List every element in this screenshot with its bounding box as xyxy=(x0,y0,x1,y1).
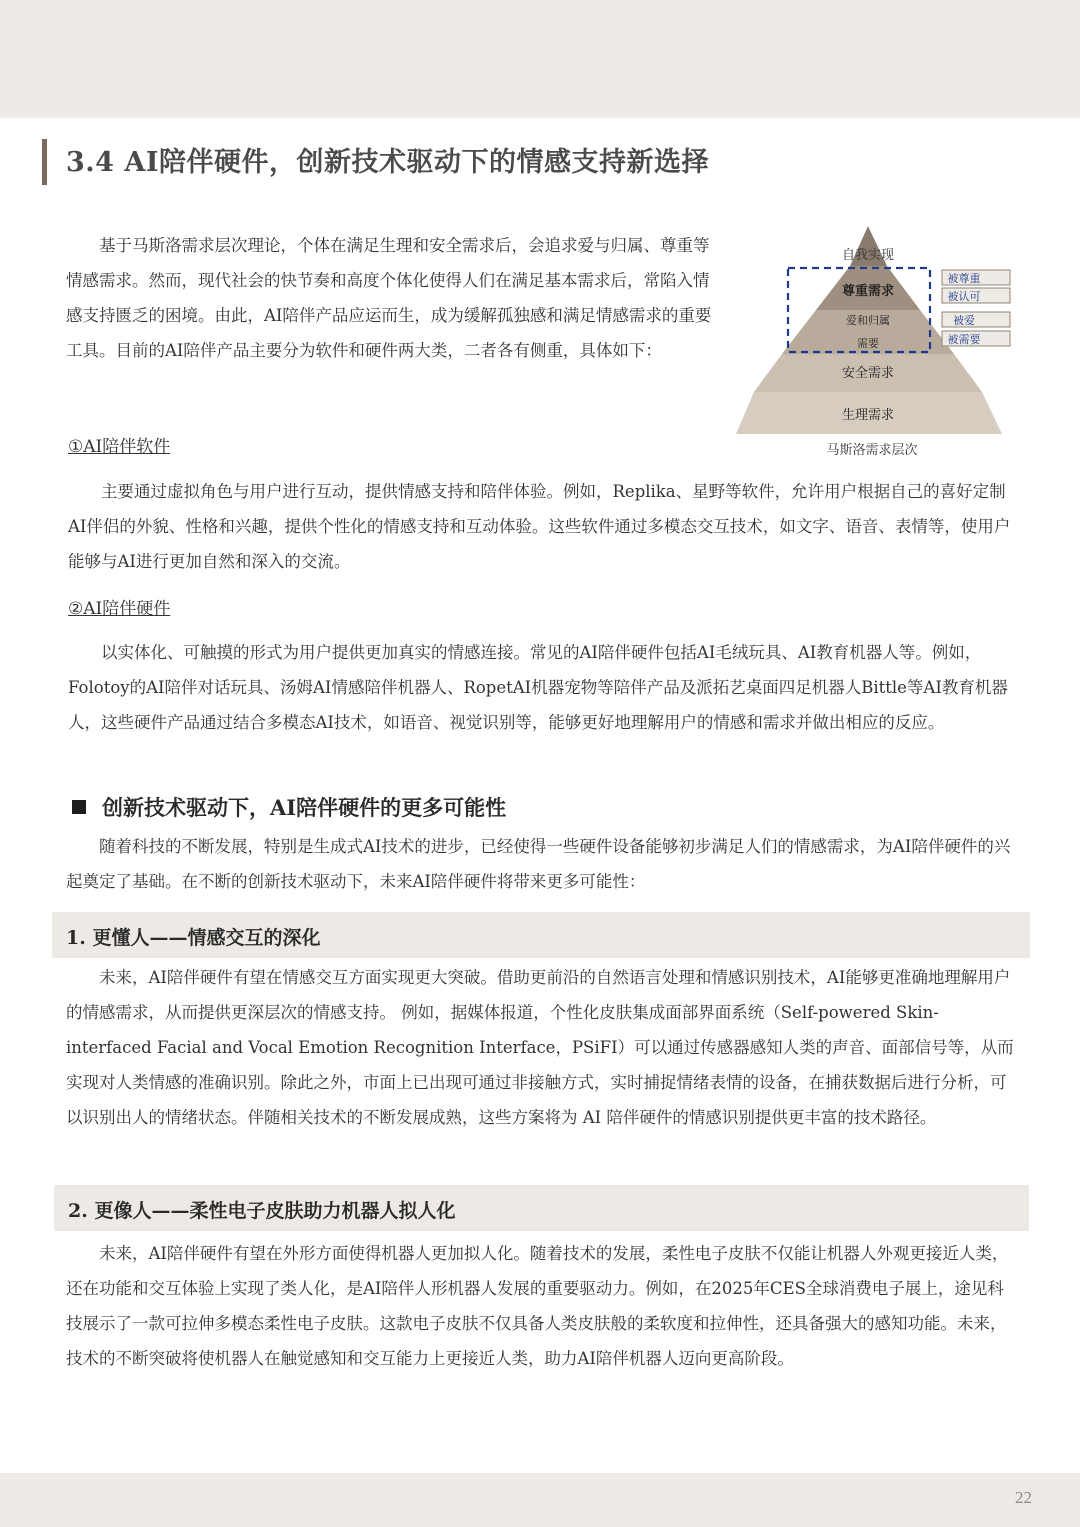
pyramid-label-physiological: 生理需求 xyxy=(841,408,895,423)
footer-band xyxy=(0,1473,1080,1527)
item1-heading-band xyxy=(52,912,1030,958)
item1-paragraph: 未来，AI陪伴硬件有望在情感交互方面实现更大突破。借助更前沿的自然语言处理和情感识别技术，AI能够更准确地理解用户的情感需求，从而提供更深层次的情感支持。 例如，据媒体报道，个性化皮肤集成面部界面系统（Self-powered Skin-interfaced Facial and Vocal Emotion Recognition Interface，PSiFI）可以通过传感器感知人类的声音、面部信号等，从而实现对人类情感的准确识别。除此之外，市面上已出现可通过非接触方式，实时捕捉情绪表情的设备，在捕获数据后进行分析，可以识别出人的情绪状态。伴随相关技术的不断发展成熟，这些方案将为 AI 陪伴硬件的情感识别提供更丰富的技术路径。 xyxy=(66,968,1014,1127)
page-title: 3.4 AI陪伴硬件，创新技术驱动下的情感支持新选择 xyxy=(66,147,709,178)
item2-heading-band xyxy=(54,1185,1029,1231)
pyramid-tag: 被尊重 xyxy=(947,272,981,285)
pyramid-label-need: 需要 xyxy=(857,337,879,350)
title-accent-bar xyxy=(42,139,47,185)
section-heading-text: 创新技术驱动下，AI陪伴硬件的更多可能性 xyxy=(102,795,507,820)
pyramid-caption: 马斯洛需求层次 xyxy=(826,443,918,458)
item2-heading: 2. 更像人——柔性电子皮肤助力机器人拟人化 xyxy=(68,1200,456,1222)
pyramid-label-safety: 安全需求 xyxy=(841,366,895,381)
pyramid-tag: 被认可 xyxy=(947,290,981,303)
section-heading xyxy=(72,792,506,822)
item2-paragraph: 未来，AI陪伴硬件有望在外形方面使得机器人更加拟人化。随着技术的发展，柔性电子皮肤不仅能让机器人外观更接近人类，还在功能和交互体验上实现了类人化，是AI陪伴人形机器人发展的重要驱动力。例如，在2025年CES全球消费电子展上，途见科技展示了一款可拉伸多模态柔性电子皮肤。这款电子皮肤不仅具备人类皮肤般的柔软度和拉伸性，还具备强大的感知功能。未来，技术的不断突破将使机器人在触觉感知和交互能力上更接近人类，助力AI陪伴机器人迈向更高阶段。 xyxy=(66,1244,1009,1368)
software-heading: ①AI陪伴软件 xyxy=(68,437,171,457)
pyramid-label-love: 爱和归属 xyxy=(846,314,890,327)
square-bullet-icon xyxy=(72,800,86,814)
hardware-heading: ②AI陪伴硬件 xyxy=(68,599,171,619)
hardware-paragraph: 以实体化、可触摸的形式为用户提供更加真实的情感连接。常见的AI陪伴硬件包括AI毛绒玩具、AI教育机器人等。例如，Folotoy的AI陪伴对话玩具、汤姆AI情感陪伴机器人、RopetAI机器宠物等陪伴产品及派拓艺桌面四足机器人Bittle等AI教育机器人，这些硬件产品通过结合多模态AI技术，如语音、视觉识别等，能够更好地理解用户的情感和需求并做出相应的反应。 xyxy=(68,643,1008,732)
section-paragraph: 随着科技的不断发展，特别是生成式AI技术的进步，已经使得一些硬件设备能够初步满足人们的情感需求，为AI陪伴硬件的兴起奠定了基础。在不断的创新技术驱动下，未来AI陪伴硬件将带来更多可能性： xyxy=(66,837,1011,891)
header-band xyxy=(0,0,1080,118)
intro-paragraph: 基于马斯洛需求层次理论，个体在满足生理和安全需求后，会追求爱与归属、尊重等情感需求。然而，现代社会的快节奏和高度个体化使得人们在满足基本需求后，常陷入情感支持匮乏的困境。由此，AI陪伴产品应运而生，成为缓解孤独感和满足情感需求的重要工具。目前的AI陪伴产品主要分为软件和硬件两大类，二者各有侧重，具体如下： xyxy=(66,236,712,360)
page-number: 22 xyxy=(1015,1488,1032,1507)
pyramid-tag: 被需要 xyxy=(947,333,981,346)
pyramid-label-esteem: 尊重需求 xyxy=(841,284,895,299)
pyramid-tag: 被爱 xyxy=(953,314,975,327)
software-paragraph: 主要通过虚拟角色与用户进行互动，提供情感支持和陪伴体验。例如，Replika、星野等软件，允许用户根据自己的喜好定制AI伴侣的外貌、性格和兴趣，提供个性化的情感支持和互动体验。这些软件通过多模态交互技术，如文字、语音、表情等，使用户能够与AI进行更加自然和深入的交流。 xyxy=(68,482,1011,571)
maslow-pyramid-diagram xyxy=(730,222,1020,462)
item1-heading: 1. 更懂人——情感交互的深化 xyxy=(66,927,321,949)
pyramid-label-self-actualization: 自我实现 xyxy=(841,248,895,263)
